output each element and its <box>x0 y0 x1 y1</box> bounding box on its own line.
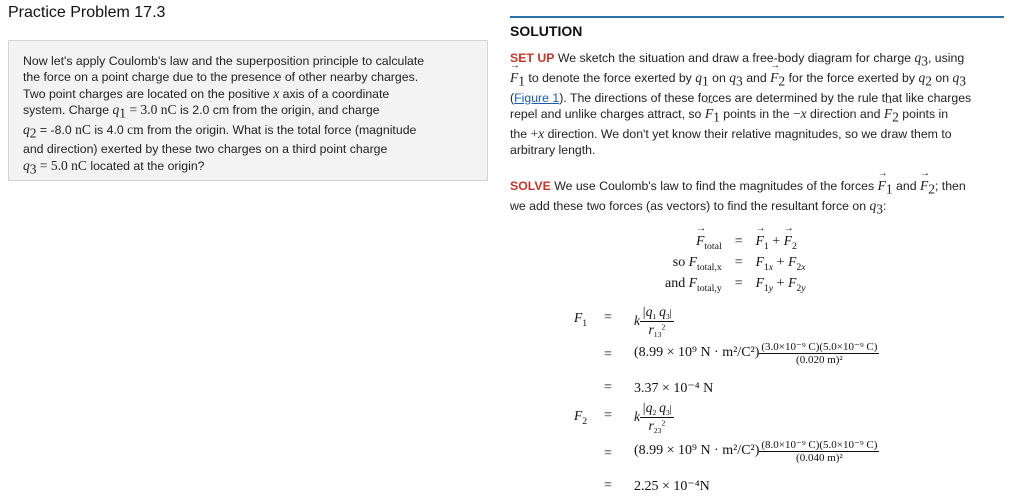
equals-sign: = <box>604 380 612 395</box>
figure-1-link[interactable]: Figure 1 <box>514 90 560 105</box>
solve-paragraph: SOLVE We use Coulomb's law to find the magnitudes of the forces → $F_1$ and → $F_2$; then we add these two forces (as vectors) to find the resultant force on $q_3$: <box>510 178 1004 218</box>
f2-coulomb: k $\frac{|q_2 q_3|}{r_{23}^2}$ <box>634 400 672 436</box>
solution-divider <box>510 16 1004 18</box>
problem-line: $q_2 = -8.0$ nC is 4.0 cm from the origin. What is the total force (magnitude <box>23 121 417 141</box>
f2-substitution: (8.99 × 10⁹ N · m²/C²) $\frac{\text{(8.0×10⁻⁹ C)(5.0×10⁻⁹ C)}}{\text{(0.040 m)²}}$ <box>634 439 878 464</box>
equals-sign: = <box>604 347 612 362</box>
problem-line: Now let's apply Coulomb's law and the superposition principle to calculate <box>23 54 425 68</box>
problem-statement <box>8 40 488 181</box>
problem-line: $q_3 = 5.0$ nC located at the origin? <box>23 157 205 177</box>
problem-line: and direction) exerted by these two charges on a third point charge <box>23 142 388 157</box>
equals-sign: = <box>604 408 612 423</box>
equals-sign: = <box>604 478 612 493</box>
problem-line: the force on a point charge due to the presence of other nearby charges. <box>23 70 419 85</box>
equals-sign: = <box>604 310 612 325</box>
f1-coulomb: k $\frac{|q_1 q_3|}{r_{13}^2}$ <box>634 304 672 340</box>
setup-paragraph: SET UP We sketch the situation and draw a free-body diagram for charge $q_3$, using → $F_1$ to denote the force exerted by $q_1$ on $q_3$ and → $F_2$ for the force exerted by $q_2$ on $q_3$ (Figure 1). The directions of these forces are determined by the rule that like charges repel and unlike charges attract, so → $F_1$ points in the −x direction and → $F_2$ points in the +x direction. We don't yet know their relative magnitudes, so we draw them to arbitrary length. <box>510 50 1004 158</box>
f1-label: $F_1$ <box>574 310 588 329</box>
problem-line: system. Charge $q_1 = 3.0$ nC is 2.0 cm from the origin, and charge <box>23 101 380 121</box>
f2-result: 2.25 × 10⁻⁴N <box>634 479 710 494</box>
solve-label: SOLVE <box>510 179 551 193</box>
solution-heading: SOLUTION <box>510 23 583 39</box>
f1-substitution: (8.99 × 10⁹ N · m²/C²) $\frac{\text{(3.0×10⁻⁹ C)(5.0×10⁻⁹ C)}}{\text{(0.020 m)²}}$ <box>634 341 878 366</box>
equals-sign: = <box>604 446 612 461</box>
page-title: Practice Problem 17.3 <box>8 4 166 21</box>
f1-result: 3.37 × 10⁻⁴ N <box>634 381 714 396</box>
setup-label: SET UP <box>510 51 555 65</box>
f2-label: $F_2$ <box>574 408 588 427</box>
vector-sum-equations: → $F_{total}$ = → $F_1$ + → $F_2$ so $F_{total,x}$ = $F_{1x} + F_{2x}$ and $F_{total,y}$ = $F_{1y} + F_{2y}$ <box>664 232 807 294</box>
problem-line: Two point charges are located on the positive x axis of a coordinate <box>23 85 390 101</box>
